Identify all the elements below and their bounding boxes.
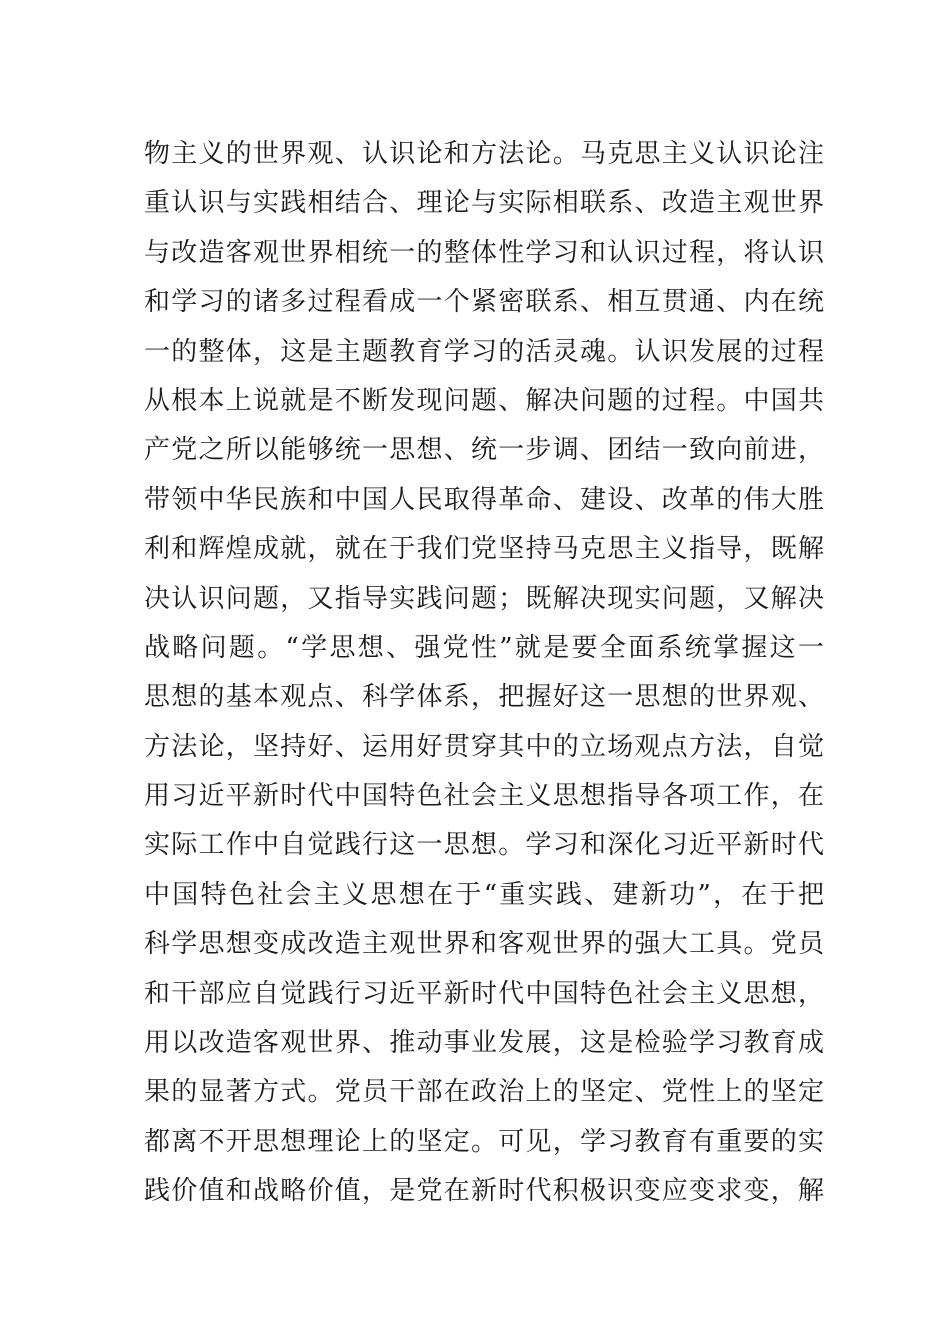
- text-line: 物主义的世界观、认识论和方法论。马克思主义认识论注: [144, 139, 824, 169]
- body-paragraph: [144, 130, 824, 1217]
- text-line: 都离不开思想理论上的坚定。可见，学习教育有重要的实: [144, 1126, 824, 1157]
- text-line: 中国特色社会主义思想在于“重实践、建新功”，在于把: [144, 879, 824, 910]
- text-line: 和学习的诸多过程看成一个紧密联系、相互贯通、内在统: [144, 287, 824, 318]
- text-line: 战略问题。“学思想、强党性”就是要全面系统掌握这一: [144, 632, 824, 663]
- text-line: 果的显著方式。党员干部在政治上的坚定、党性上的坚定: [144, 1077, 824, 1108]
- text-line: 践价值和战略价值，是党在新时代积极识变应变求变，解: [144, 1176, 824, 1207]
- text-line: 从根本上说就是不断发现问题、解决问题的过程。中国共: [144, 385, 824, 416]
- text-line: 用以改造客观世界、推动事业发展，这是检验学习教育成: [144, 1028, 824, 1059]
- text-line: 决认识问题，又指导实践问题；既解决现实问题，又解决: [144, 583, 824, 614]
- text-line: 科学思想变成改造主观世界和客观世界的强大工具。党员: [144, 929, 824, 960]
- text-line: 一的整体，这是主题教育学习的活灵魂。认识发展的过程: [144, 336, 824, 367]
- text-line: 产党之所以能够统一思想、统一步调、团结一致向前进，: [144, 435, 824, 466]
- text-line: 和干部应自觉践行习近平新时代中国特色社会主义思想，: [144, 978, 824, 1009]
- text-line: 实际工作中自觉践行这一思想。学习和深化习近平新时代: [144, 830, 824, 861]
- text-line: 重认识与实践相结合、理论与实际相联系、改造主观世界: [144, 188, 824, 219]
- text-line: 用习近平新时代中国特色社会主义思想指导各项工作，在: [144, 781, 824, 812]
- text-line: 方法论，坚持好、运用好贯穿其中的立场观点方法，自觉: [144, 731, 824, 762]
- text-line: 利和辉煌成就，就在于我们党坚持马克思主义指导，既解: [144, 534, 824, 565]
- text-line: 与改造客观世界相统一的整体性学习和认识过程，将认识: [144, 237, 824, 268]
- text-line: 带领中华民族和中国人民取得革命、建设、改革的伟大胜: [144, 484, 824, 515]
- text-line: 思想的基本观点、科学体系，把握好这一思想的世界观、: [144, 682, 824, 713]
